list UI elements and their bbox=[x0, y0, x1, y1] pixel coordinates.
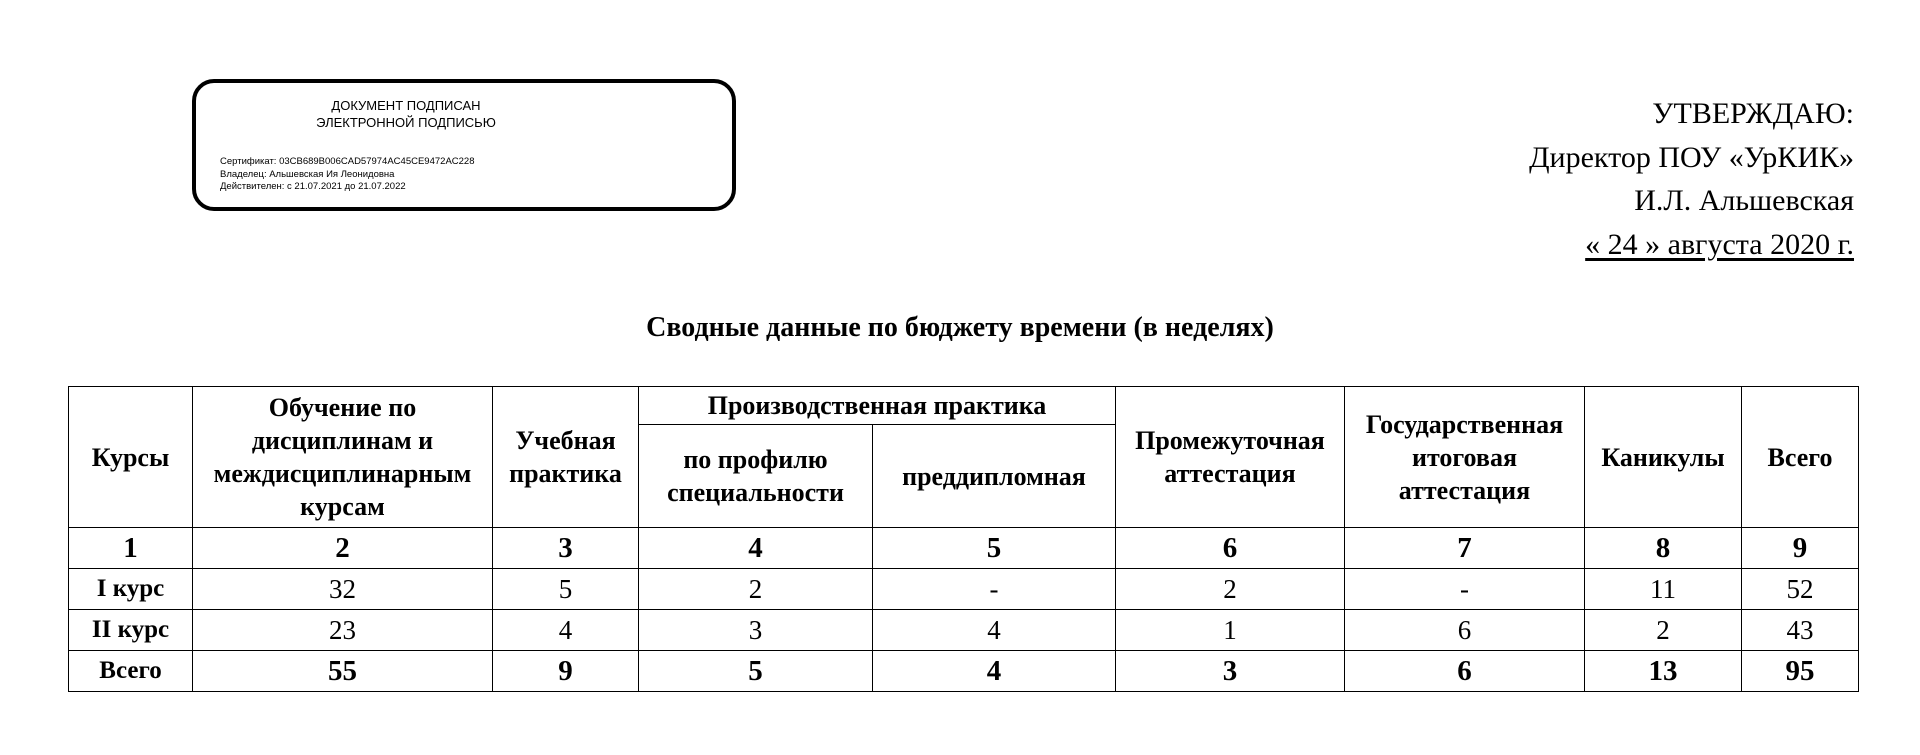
table-cell: - bbox=[1345, 569, 1585, 610]
stamp-details bbox=[220, 156, 475, 194]
electronic-signature-stamp bbox=[192, 79, 736, 211]
time-budget-table bbox=[68, 386, 1859, 692]
stamp-title-line-2: ЭЛЕКТРОННОЙ ПОДПИСЬЮ bbox=[316, 115, 496, 130]
table-cell: - bbox=[873, 569, 1116, 610]
table-cell: 6 bbox=[1345, 610, 1585, 651]
column-number: 6 bbox=[1116, 528, 1345, 569]
table-cell: 4 bbox=[493, 610, 639, 651]
table-cell: 32 bbox=[193, 569, 493, 610]
total-cell: 95 bbox=[1742, 651, 1859, 692]
table-cell: 11 bbox=[1585, 569, 1742, 610]
column-number: 2 bbox=[193, 528, 493, 569]
total-cell: 13 bbox=[1585, 651, 1742, 692]
column-number: 4 bbox=[639, 528, 873, 569]
table-cell: 2 bbox=[1116, 569, 1345, 610]
stamp-validity: Действителен: с 21.07.2021 до 21.07.2022 bbox=[220, 181, 406, 192]
approval-heading: УТВЕРЖДАЮ: bbox=[1652, 97, 1854, 130]
approval-name: И.Л. Альшевская bbox=[1634, 184, 1854, 217]
table-cell: 3 bbox=[639, 610, 873, 651]
total-cell: 6 bbox=[1345, 651, 1585, 692]
column-number: 7 bbox=[1345, 528, 1585, 569]
approval-position: Директор ПОУ «УрКИК» bbox=[1529, 140, 1854, 174]
table-header-row bbox=[69, 387, 1859, 425]
table-row bbox=[69, 569, 1859, 610]
course-label: II курс bbox=[69, 610, 193, 651]
document-title: Сводные данные по бюджету времени (в неделях) bbox=[646, 312, 1274, 343]
course-label: I курс bbox=[69, 569, 193, 610]
table-cell: 52 bbox=[1742, 569, 1859, 610]
header-training: Обучение по дисциплинам и междисциплинарным курсам bbox=[193, 387, 493, 528]
table-cell: 4 bbox=[873, 610, 1116, 651]
stamp-owner: Владелец: Альшевская Ия Леонидовна bbox=[220, 168, 395, 180]
column-number: 9 bbox=[1742, 528, 1859, 569]
header-industrial-practice: Производственная практика bbox=[639, 387, 1116, 425]
table-cell: 2 bbox=[1585, 610, 1742, 651]
stamp-title-line-1: ДОКУМЕНТ ПОДПИСАН bbox=[331, 98, 481, 113]
total-cell: 3 bbox=[1116, 651, 1345, 692]
stamp-certificate: Сертификат: 03CB689B006CAD57974AC45CE9472AC228 bbox=[220, 156, 475, 167]
table-cell: 5 bbox=[493, 569, 639, 610]
header-prediploma-practice: преддипломная bbox=[873, 425, 1116, 528]
approval-block bbox=[1529, 92, 1854, 266]
column-number: 3 bbox=[493, 528, 639, 569]
column-number-row bbox=[69, 528, 1859, 569]
column-number: 5 bbox=[873, 528, 1116, 569]
header-profile-practice: по профилю специальности bbox=[639, 425, 873, 528]
table-row bbox=[69, 610, 1859, 651]
total-cell: 4 bbox=[873, 651, 1116, 692]
header-total: Всего bbox=[1742, 387, 1859, 528]
table-total-row bbox=[69, 651, 1859, 692]
approval-date: « 24 » августа 2020 г. bbox=[1585, 227, 1854, 261]
column-number: 8 bbox=[1585, 528, 1742, 569]
header-educational-practice: Учебная практика bbox=[493, 387, 639, 528]
table-cell: 2 bbox=[639, 569, 873, 610]
header-state-final-attestation: Государственная итоговая аттестация bbox=[1345, 387, 1585, 528]
header-holidays: Каникулы bbox=[1585, 387, 1742, 528]
table-cell: 23 bbox=[193, 610, 493, 651]
total-cell: 55 bbox=[193, 651, 493, 692]
total-label: Всего bbox=[69, 651, 193, 692]
header-courses: Курсы bbox=[69, 387, 193, 528]
header-intermediate-attestation: Промежуточная аттестация bbox=[1116, 387, 1345, 528]
stamp-title bbox=[196, 97, 616, 131]
column-number: 1 bbox=[69, 528, 193, 569]
total-cell: 9 bbox=[493, 651, 639, 692]
table-cell: 43 bbox=[1742, 610, 1859, 651]
total-cell: 5 bbox=[639, 651, 873, 692]
table-cell: 1 bbox=[1116, 610, 1345, 651]
